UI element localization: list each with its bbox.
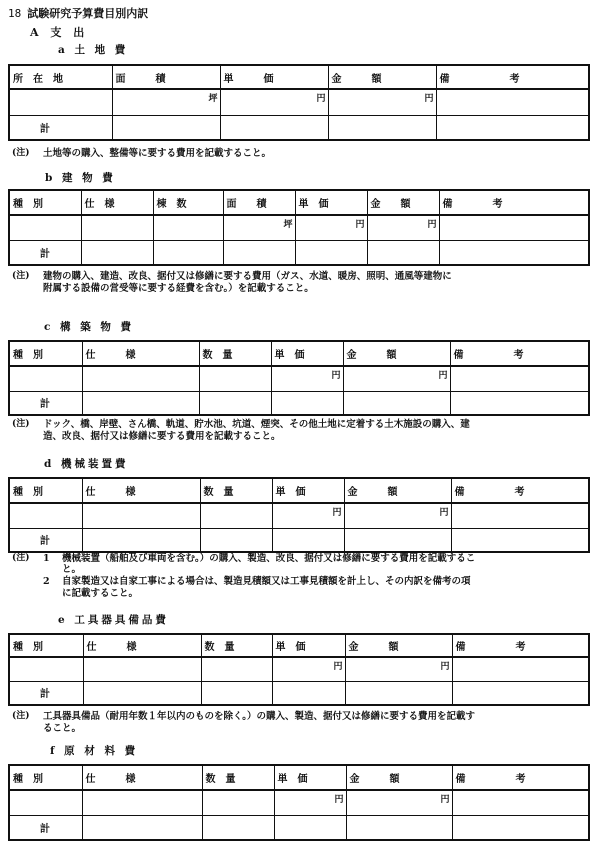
table-cell[interactable]	[295, 215, 367, 240]
table-cell[interactable]	[328, 115, 436, 140]
table-cell[interactable]	[201, 681, 272, 705]
col-spec: 仕 様	[82, 341, 199, 366]
note-text: 機械装置（船舶及び車両を含む。）の購入、製造、改良、据付又は修繕に要する費用を記載するこ	[62, 553, 476, 564]
table-cell[interactable]	[343, 366, 450, 391]
note-mark: (注)	[12, 271, 30, 281]
table-cell[interactable]	[452, 681, 589, 705]
total-label: 計	[9, 681, 83, 705]
table-cell[interactable]	[367, 215, 439, 240]
table-cell[interactable]	[346, 815, 452, 840]
section-b-table	[8, 189, 590, 266]
table-cell[interactable]	[450, 366, 589, 391]
table-cell[interactable]	[200, 528, 272, 552]
table-cell[interactable]	[9, 503, 82, 528]
title-number: 18	[8, 7, 22, 20]
col-type: 種 別	[9, 634, 83, 657]
table-cell[interactable]	[9, 215, 81, 240]
note-text: 工具器具備品（耐用年数１年以内のものを除く。）の購入、製造、据付又は修繕に要する費用を記載す	[43, 711, 476, 722]
col-spec: 仕 様	[82, 765, 202, 790]
total-label: 計	[9, 815, 82, 840]
unit-yen: 円	[331, 371, 341, 381]
unit-yen: 円	[440, 795, 450, 805]
section-e-note	[12, 711, 582, 735]
total-label: 計	[9, 240, 81, 265]
table-cell[interactable]	[272, 528, 344, 552]
section-d-table	[8, 477, 590, 553]
col-spec: 仕 様	[83, 634, 201, 657]
table-cell[interactable]	[452, 657, 589, 681]
col-remarks: 備 考	[452, 634, 589, 657]
col-area: 面 積	[223, 190, 295, 215]
table-cell[interactable]	[271, 366, 343, 391]
table-cell[interactable]	[112, 115, 220, 140]
col-type: 種 別	[9, 765, 82, 790]
table-cell[interactable]	[271, 391, 343, 415]
col-unit-price: 単 価	[274, 765, 346, 790]
table-cell[interactable]	[81, 240, 153, 265]
note-text: に記載すること。	[62, 588, 139, 599]
table-cell[interactable]	[274, 790, 346, 815]
section-d-note	[12, 553, 582, 613]
col-amount: 金 額	[328, 65, 436, 89]
note-mark: (注)	[12, 419, 30, 429]
section-c-table	[8, 340, 590, 416]
table-cell[interactable]	[82, 391, 199, 415]
part-heading: A 支 出	[30, 26, 89, 39]
table-cell[interactable]	[295, 240, 367, 265]
note-text: ること。	[43, 723, 82, 734]
table-cell[interactable]	[367, 240, 439, 265]
col-spec: 仕 様	[81, 190, 153, 215]
table-cell[interactable]	[82, 815, 202, 840]
table-cell[interactable]	[272, 681, 345, 705]
col-unit-price: 単 価	[295, 190, 367, 215]
note-item-number: 2	[43, 576, 50, 587]
table-cell[interactable]	[272, 657, 345, 681]
table-cell[interactable]	[439, 240, 589, 265]
table-cell[interactable]	[344, 528, 451, 552]
col-unit-price: 単 価	[272, 478, 344, 503]
table-cell[interactable]	[346, 790, 452, 815]
col-quantity: 数 量	[199, 341, 271, 366]
table-cell[interactable]	[202, 815, 274, 840]
note-text: 自家製造又は自家工事による場合は、製造見積額又は工事見積額を計上し、その内訳を備考の項	[62, 576, 471, 587]
table-cell[interactable]	[451, 528, 589, 552]
table-cell[interactable]	[200, 503, 272, 528]
col-unit-price: 単 価	[271, 341, 343, 366]
unit-yen: 円	[333, 662, 343, 672]
table-cell[interactable]	[345, 657, 452, 681]
note-text: 土地等の購入、整備等に要する費用を記載すること。	[43, 148, 272, 159]
table-cell[interactable]	[328, 89, 436, 115]
section-c-note	[12, 419, 582, 443]
total-label: 計	[9, 115, 112, 140]
unit-yen: 円	[424, 94, 434, 104]
col-amount: 金 額	[346, 765, 452, 790]
table-cell[interactable]	[199, 366, 271, 391]
note-item-number: 1	[43, 553, 50, 564]
table-cell[interactable]	[436, 115, 589, 140]
section-a-label: a 土 地 費	[58, 44, 129, 56]
table-cell[interactable]	[9, 657, 83, 681]
table-cell[interactable]	[81, 215, 153, 240]
note-text: ドック、橋、岸壁、さん橋、軌道、貯水池、坑道、煙突、その他土地に定着する土木施設の購入、建	[43, 419, 470, 430]
unit-yen: 円	[427, 220, 437, 230]
section-d-label: d 機械装置費	[44, 458, 129, 470]
col-amount: 金 額	[367, 190, 439, 215]
col-remarks: 備 考	[452, 765, 589, 790]
unit-yen: 円	[332, 508, 342, 518]
unit-yen: 円	[440, 662, 450, 672]
col-spec: 仕 様	[82, 478, 200, 503]
col-building-count: 棟 数	[153, 190, 223, 215]
unit-tsubo: 坪	[208, 94, 218, 104]
col-unit-price: 単 価	[220, 65, 328, 89]
table-cell[interactable]	[153, 215, 223, 240]
note-mark: (注)	[12, 553, 30, 563]
col-area: 面 積	[112, 65, 220, 89]
col-type: 種 別	[9, 341, 82, 366]
table-cell[interactable]	[9, 89, 112, 115]
col-unit-price: 単 価	[272, 634, 345, 657]
table-cell[interactable]	[83, 681, 201, 705]
table-cell[interactable]	[223, 240, 295, 265]
col-remarks: 備 考	[436, 65, 589, 89]
section-b-label: b 建 物 費	[45, 172, 116, 184]
section-e-label: e 工具器具備品費	[58, 614, 169, 626]
table-cell[interactable]	[452, 815, 589, 840]
note-mark: (注)	[12, 148, 30, 158]
unit-yen: 円	[316, 94, 326, 104]
section-f-label: f 原 材 料 費	[50, 745, 139, 757]
note-text: 建物の購入、建造、改良、据付又は修繕に要する費用（ガス、水道、暖房、照明、通風等建物に	[43, 271, 452, 282]
col-remarks: 備 考	[439, 190, 589, 215]
table-cell[interactable]	[153, 240, 223, 265]
col-amount: 金 額	[343, 341, 450, 366]
note-text: 造、改良、据付又は修繕に要する費用を記載すること。	[43, 431, 281, 442]
col-amount: 金 額	[345, 634, 452, 657]
table-cell[interactable]	[450, 391, 589, 415]
unit-yen: 円	[355, 220, 365, 230]
table-cell[interactable]	[345, 681, 452, 705]
table-cell[interactable]	[83, 657, 201, 681]
col-remarks: 備 考	[450, 341, 589, 366]
unit-yen: 円	[334, 795, 344, 805]
table-cell[interactable]	[82, 528, 200, 552]
table-cell[interactable]	[343, 391, 450, 415]
table-cell[interactable]	[439, 215, 589, 240]
table-cell[interactable]	[82, 790, 202, 815]
table-cell[interactable]	[201, 657, 272, 681]
table-cell[interactable]	[274, 815, 346, 840]
table-cell[interactable]	[82, 503, 200, 528]
col-quantity: 数 量	[201, 634, 272, 657]
table-cell[interactable]	[82, 366, 199, 391]
total-label: 計	[9, 528, 82, 552]
section-e-table	[8, 633, 590, 706]
table-cell[interactable]	[223, 215, 295, 240]
section-c-label: c 構 築 物 費	[44, 321, 135, 333]
col-amount: 金 額	[344, 478, 451, 503]
page-title	[8, 8, 148, 19]
table-cell[interactable]	[199, 391, 271, 415]
col-remarks: 備 考	[451, 478, 589, 503]
table-cell[interactable]	[220, 89, 328, 115]
note-text: と。	[62, 564, 82, 575]
table-cell[interactable]	[112, 89, 220, 115]
section-b-note	[12, 271, 582, 295]
note-mark: (注)	[12, 711, 30, 721]
table-cell[interactable]	[220, 115, 328, 140]
col-quantity: 数 量	[200, 478, 272, 503]
table-cell[interactable]	[9, 366, 82, 391]
section-a-note	[12, 148, 572, 160]
table-cell[interactable]	[202, 790, 274, 815]
table-cell[interactable]	[344, 503, 451, 528]
total-label: 計	[9, 391, 82, 415]
table-cell[interactable]	[451, 503, 589, 528]
unit-yen: 円	[439, 508, 449, 518]
section-a-table	[8, 64, 590, 141]
note-text: 附属する設備の営受等に要する経費を含む。）を記載すること。	[43, 283, 314, 294]
table-cell[interactable]	[452, 790, 589, 815]
col-type: 種 別	[9, 190, 81, 215]
table-cell[interactable]	[272, 503, 344, 528]
col-location: 所 在 地	[9, 65, 112, 89]
section-f-table	[8, 764, 590, 841]
unit-tsubo: 坪	[283, 220, 293, 230]
table-cell[interactable]	[9, 790, 82, 815]
col-quantity: 数 量	[202, 765, 274, 790]
col-type: 種 別	[9, 478, 82, 503]
table-cell[interactable]	[436, 89, 589, 115]
unit-yen: 円	[438, 371, 448, 381]
title-text: 試験研究予算費目別内訳	[27, 7, 149, 20]
